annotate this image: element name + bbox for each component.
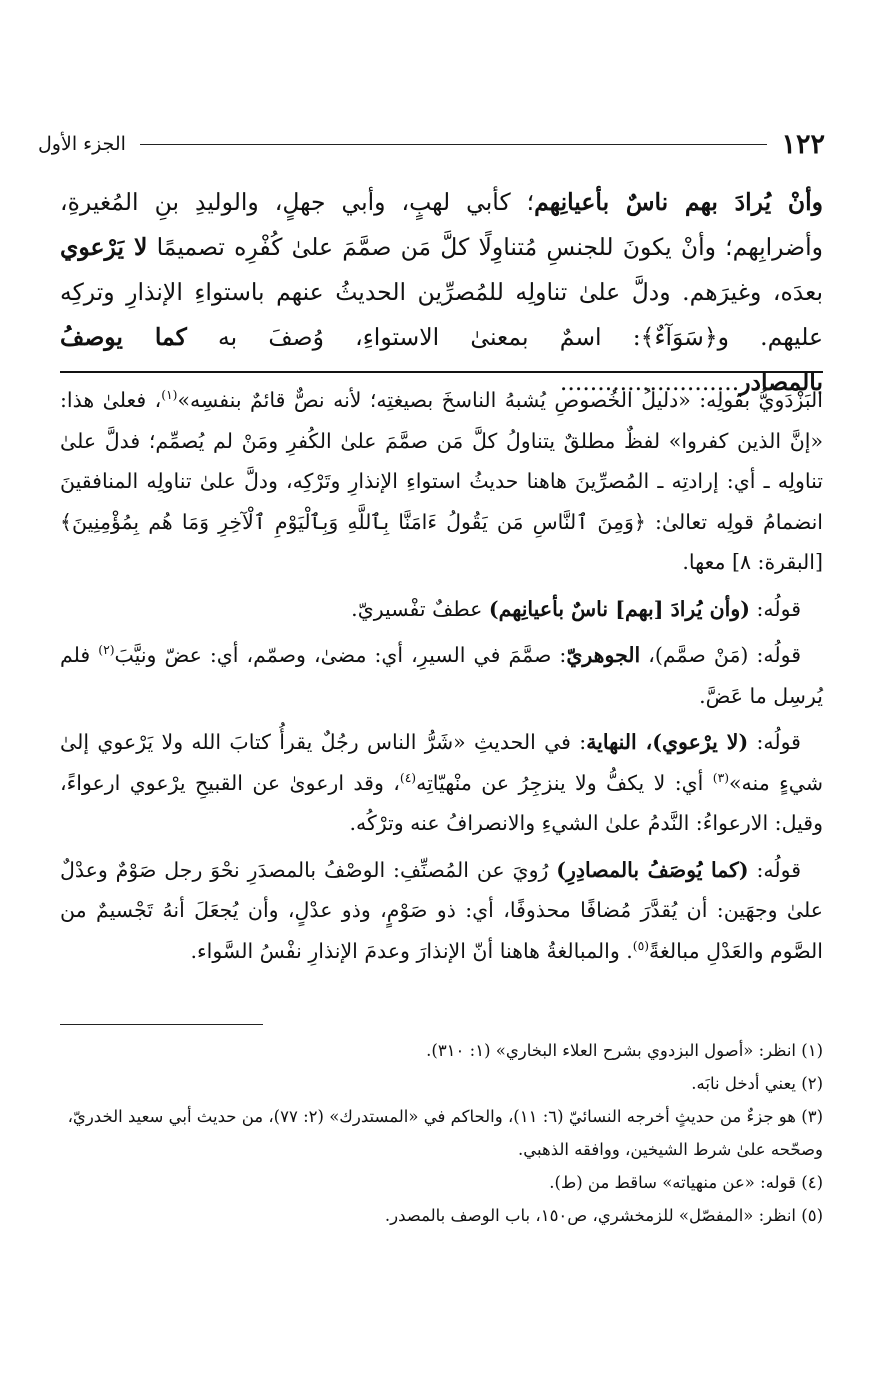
commentary-segment: عطفٌ تفْسيريّ. bbox=[351, 596, 489, 621]
commentary-lemma: (لا يرْعوي)، النهاية bbox=[586, 730, 749, 754]
commentary-segment: أي: لا يكفُّ ولا ينزجِرُ عن منْهيّاتِه bbox=[416, 770, 713, 795]
commentary-paragraph bbox=[60, 380, 823, 583]
running-title: الجزء الأول bbox=[38, 133, 126, 155]
main-text-bold: لا يَرْعوي bbox=[60, 233, 148, 261]
footnote-item: (٢) يعني أدخل نابَه. bbox=[691, 1074, 823, 1093]
commentary-segment: . والمبالغةُ هاهنا أنّ الإنذارَ وعدمَ الإنذارِ نفْسُ السَّواء. bbox=[190, 938, 633, 963]
footnote-ref[interactable]: (٤) bbox=[399, 770, 417, 785]
page-header bbox=[38, 126, 825, 162]
commentary-segment: : صمَّمَ في السيرِ، أي: مضىٰ، وصمّم، أي: عضّ ونيَّبَ bbox=[114, 643, 567, 667]
header-rule bbox=[140, 144, 768, 145]
main-text-segment: ؛ كأبي لهبٍ، وأبي جهلٍ، والوليدِ بنِ المُغيرةِ، وأضرابِهم؛ وأنْ يكونَ للجنسِ مُتناوِلًا كلَّ مَن صمَّمَ علىٰ كُفْرِه تصميمًا bbox=[60, 188, 823, 261]
commentary-segment: قولُه: bbox=[748, 730, 801, 754]
footnotes bbox=[60, 1034, 823, 1232]
footnote-ref[interactable]: (٥) bbox=[632, 938, 650, 953]
commentary-lemma: (كما يُوصَفُ بالمصادِرِ) bbox=[556, 857, 749, 882]
section-divider bbox=[60, 371, 823, 373]
footnote-ref[interactable]: (١) bbox=[161, 388, 178, 403]
footnote-ref[interactable]: (٢) bbox=[98, 643, 115, 658]
commentary-paragraph bbox=[60, 850, 823, 972]
commentary-lemma: (وأن يُرادَ [بهم] ناسٌ بأعيانِهم) bbox=[488, 596, 750, 621]
footnote-ref[interactable]: (٣) bbox=[712, 770, 729, 785]
commentary-paragraph bbox=[60, 589, 823, 630]
footnote-divider bbox=[60, 1024, 263, 1025]
main-text-bold: كما يوصفُ بالمصادر bbox=[60, 323, 823, 396]
commentary-segment: قولُه: (مَنْ صمَّم)، bbox=[640, 643, 801, 667]
commentary-segment: البَزْدَويُّ بقولِه: «دليلُ الخُصوصِ يُشبهُ الناسخَ بصيغتِه؛ لأنه نصٌّ قائمٌ بنفسِه» bbox=[177, 388, 823, 412]
commentary-segment: قولُه: bbox=[748, 857, 801, 882]
commentary-paragraph bbox=[60, 635, 823, 716]
footnote-item: (٣) هو جزءٌ من حديثٍ أخرجه النسائيّ (٦: ١١)، والحاكم في «المستدرك» (٢: ٧٧)، من حديث أبي سعيد الخدريّ، وصحّحه علىٰ شرط الشيخين، ووافقه الذهبي. bbox=[67, 1107, 823, 1159]
commentary-segment: ، فعلىٰ هذا: «إنَّ الذين كفروا» لفظٌ مطلقٌ يتناولُ كلَّ مَن صمَّمَ علىٰ الكُفرِ ومَنْ لم يُصمِّم؛ فدلَّ علىٰ تناولِه ـ أي: إرادتِه ـ المُصرِّينَ هاهنا حديثُ استواءِ الإنذارِ وتَرْكِه، ودلَّ علىٰ تناولِه المنافقينَ انضمامُ قولِه تعالىٰ: ﴿وَمِنَ ٱلنَّاسِ مَن يَقُولُ ءَامَنَّا بِٱللَّهِ وَبِٱلْيَوْمِ ٱلْآخِرِ وَمَا هُم بِمُؤْمِنِينَ﴾ [البقرة: ٨] معها. bbox=[60, 388, 823, 574]
main-text-segment: بعدَه، وغيرَهم. ودلَّ علىٰ تناولِه للمُصرِّين الحديثُ عنهم باستواءِ الإنذارِ وتركِه عليهم. و﴿سَوَآءٌ﴾: اسمٌ بمعنىٰ الاستواءِ، وُصفَ به bbox=[60, 278, 823, 351]
dot-leader: ........................ bbox=[559, 368, 740, 396]
commentary-paragraph bbox=[60, 722, 823, 844]
main-text-bold: وأنْ يُرادَ بهم ناسٌ بأعيانِهم bbox=[534, 188, 823, 216]
commentary-segment: رُويَ عن المُصنِّفِ: الوصْفُ بالمصدَرِ نحْوَ رجل صَوْمٌ وعدْلٌ علىٰ وجهَين: أن يُقدَّرَ مُضافًا محذوفًا، أي: ذو صَوْمٍ، وذو عدْلٍ، وأن يُجعَلَ أنهُ تَجْسيمٌ من الصَّوم والعَدْلِ مبالغةً bbox=[60, 857, 823, 963]
commentary bbox=[60, 380, 823, 977]
commentary-segment: فلم يُرسِل ما عَضَّ. bbox=[60, 643, 823, 708]
footnote-item: (٤) قوله: «عن منهياته» ساقط من (ط). bbox=[549, 1173, 823, 1192]
commentary-source: الجوهريّ bbox=[566, 643, 641, 667]
commentary-segment: ، وقد ارعوىٰ عن القبيحِ يرْعوي ارعواءً، وقيل: الارعواءُ: النَّدمُ علىٰ الشيءِ والانصرافُ عنه وترْكُه. bbox=[60, 770, 823, 835]
footnote-item: (٥) انظر: «المفصّل» للزمخشري، ص١٥٠، باب الوصف بالمصدر. bbox=[384, 1206, 823, 1225]
footnote-item: (١) انظر: «أصول البزدوي بشرح العلاء البخاري» (١: ٣١٠). bbox=[426, 1041, 823, 1060]
commentary-segment: قولُه: bbox=[749, 596, 801, 621]
page-number: ١٢٢ bbox=[781, 128, 825, 160]
commentary-segment: : في الحديثِ «شَرُّ الناس رجُلٌ يقرأُ كتابَ الله ولا يَرْعوي إلىٰ شيءٍ منه» bbox=[60, 730, 823, 795]
